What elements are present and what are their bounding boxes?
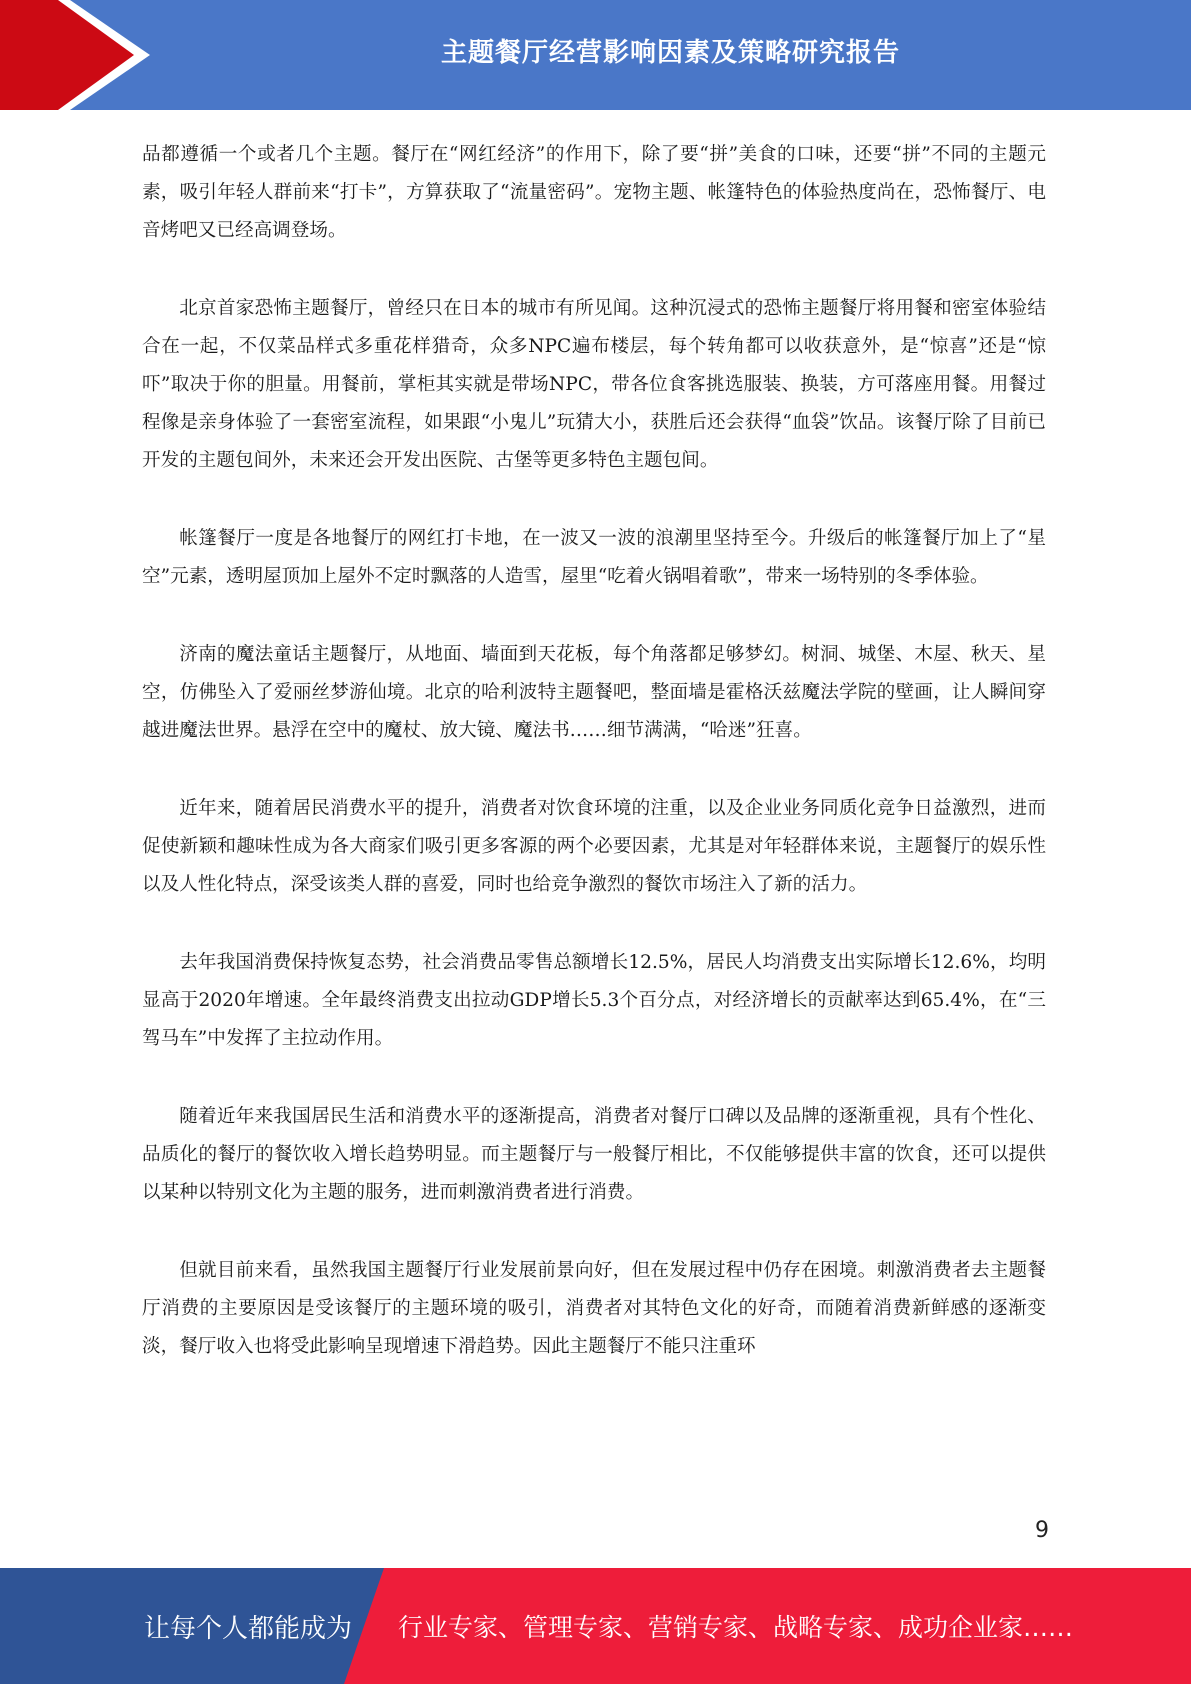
paragraph-7: 随着近年来我国居民生活和消费水平的逐渐提高，消费者对餐厅口碑以及品牌的逐渐重视，具有个性化、品质化的餐厅的餐饮收入增长趋势明显。而主题餐厅与一般餐厅相比，不仅能够提供丰富的饮食，还可以提供以某种以特别文化为主题的服务，进而刺激消费者进行消费。 [142, 1106, 1046, 1203]
paragraph-4: 济南的魔法童话主题餐厅，从地面、墙面到天花板，每个角落都足够梦幻。树洞、城堡、木屋、秋天、星空，仿佛坠入了爱丽丝梦游仙境。北京的哈利波特主题餐吧，整面墙是霍格沃兹魔法学院的壁画，让人瞬间穿越进魔法世界。悬浮在空中的魔杖、放大镜、魔法书……细节满满，“哈迷”狂喜。 [142, 644, 1046, 741]
paragraph-2: 北京首家恐怖主题餐厅，曾经只在日本的城市有所见闻。这种沉浸式的恐怖主题餐厅将用餐和密室体验结合在一起，不仅菜品样式多重花样猎奇，众多NPC遍布楼层，每个转角都可以收获意外，是“惊喜”还是“惊吓”取决于你的胆量。用餐前，掌柜其实就是带场NPC，带各位食客挑选服装、换装，方可落座用餐。用餐过程像是亲身体验了一套密室流程，如果跟“小鬼儿”玩猜大小，获胜后还会获得“血袋”饮品。该餐厅除了目前已开发的主题包间外，未来还会开发出医院、古堡等更多特色主题包间。 [142, 298, 1046, 471]
document-title: 主题餐厅经营影响因素及策略研究报告 [440, 37, 900, 68]
paragraph-6: 去年我国消费保持恢复态势，社会消费品零售总额增长12.5%，居民人均消费支出实际增长12.6%，均明显高于2020年增速。全年最终消费支出拉动GDP增长5.3个百分点，对经济增长的贡献率达到65.4%，在“三驾马车”中发挥了主拉动作用。 [142, 952, 1046, 1049]
report-body [142, 136, 1046, 1406]
paragraph-8: 但就目前来看，虽然我国主题餐厅行业发展前景向好，但在发展过程中仍存在困境。刺激消费者去主题餐厅消费的主要原因是受该餐厅的主题环境的吸引，消费者对其特色文化的好奇，而随着消费新鲜感的逐渐变淡，餐厅收入也将受此影响呈现增速下滑趋势。因此主题餐厅不能只注重环 [142, 1260, 1046, 1357]
page-footer [0, 1568, 1191, 1684]
page-number: 9 [1035, 1518, 1049, 1543]
paragraph-1: 品都遵循一个或者几个主题。餐厅在“网红经济”的作用下，除了要“拼”美食的口味，还要“拼”不同的主题元素，吸引年轻人群前来“打卡”，方算获取了“流量密码”。宠物主题、帐篷特色的体验热度尚在，恐怖餐厅、电音烤吧又已经高调登场。 [142, 144, 1046, 241]
page-header [0, 0, 1191, 110]
footer-slogan-right: 行业专家、管理专家、营销专家、战略专家、成功企业家…… [398, 1613, 1074, 1642]
footer-slogan-left: 让每个人都能成为 [144, 1613, 353, 1644]
paragraph-5: 近年来，随着居民消费水平的提升，消费者对饮食环境的注重，以及企业业务同质化竞争日益激烈，进而促使新颖和趣味性成为各大商家们吸引更多客源的两个必要因素，尤其是对年轻群体来说，主题餐厅的娱乐性以及人性化特点，深受该类人群的喜爱，同时也给竞争激烈的餐饮市场注入了新的活力。 [142, 798, 1046, 895]
paragraph-3: 帐篷餐厅一度是各地餐厅的网红打卡地，在一波又一波的浪潮里坚持至今。升级后的帐篷餐厅加上了“星空”元素，透明屋顶加上屋外不定时飘落的人造雪，屋里“吃着火锅唱着歌”，带来一场特别的冬季体验。 [142, 528, 1046, 587]
header-arrow-decoration [0, 0, 160, 110]
